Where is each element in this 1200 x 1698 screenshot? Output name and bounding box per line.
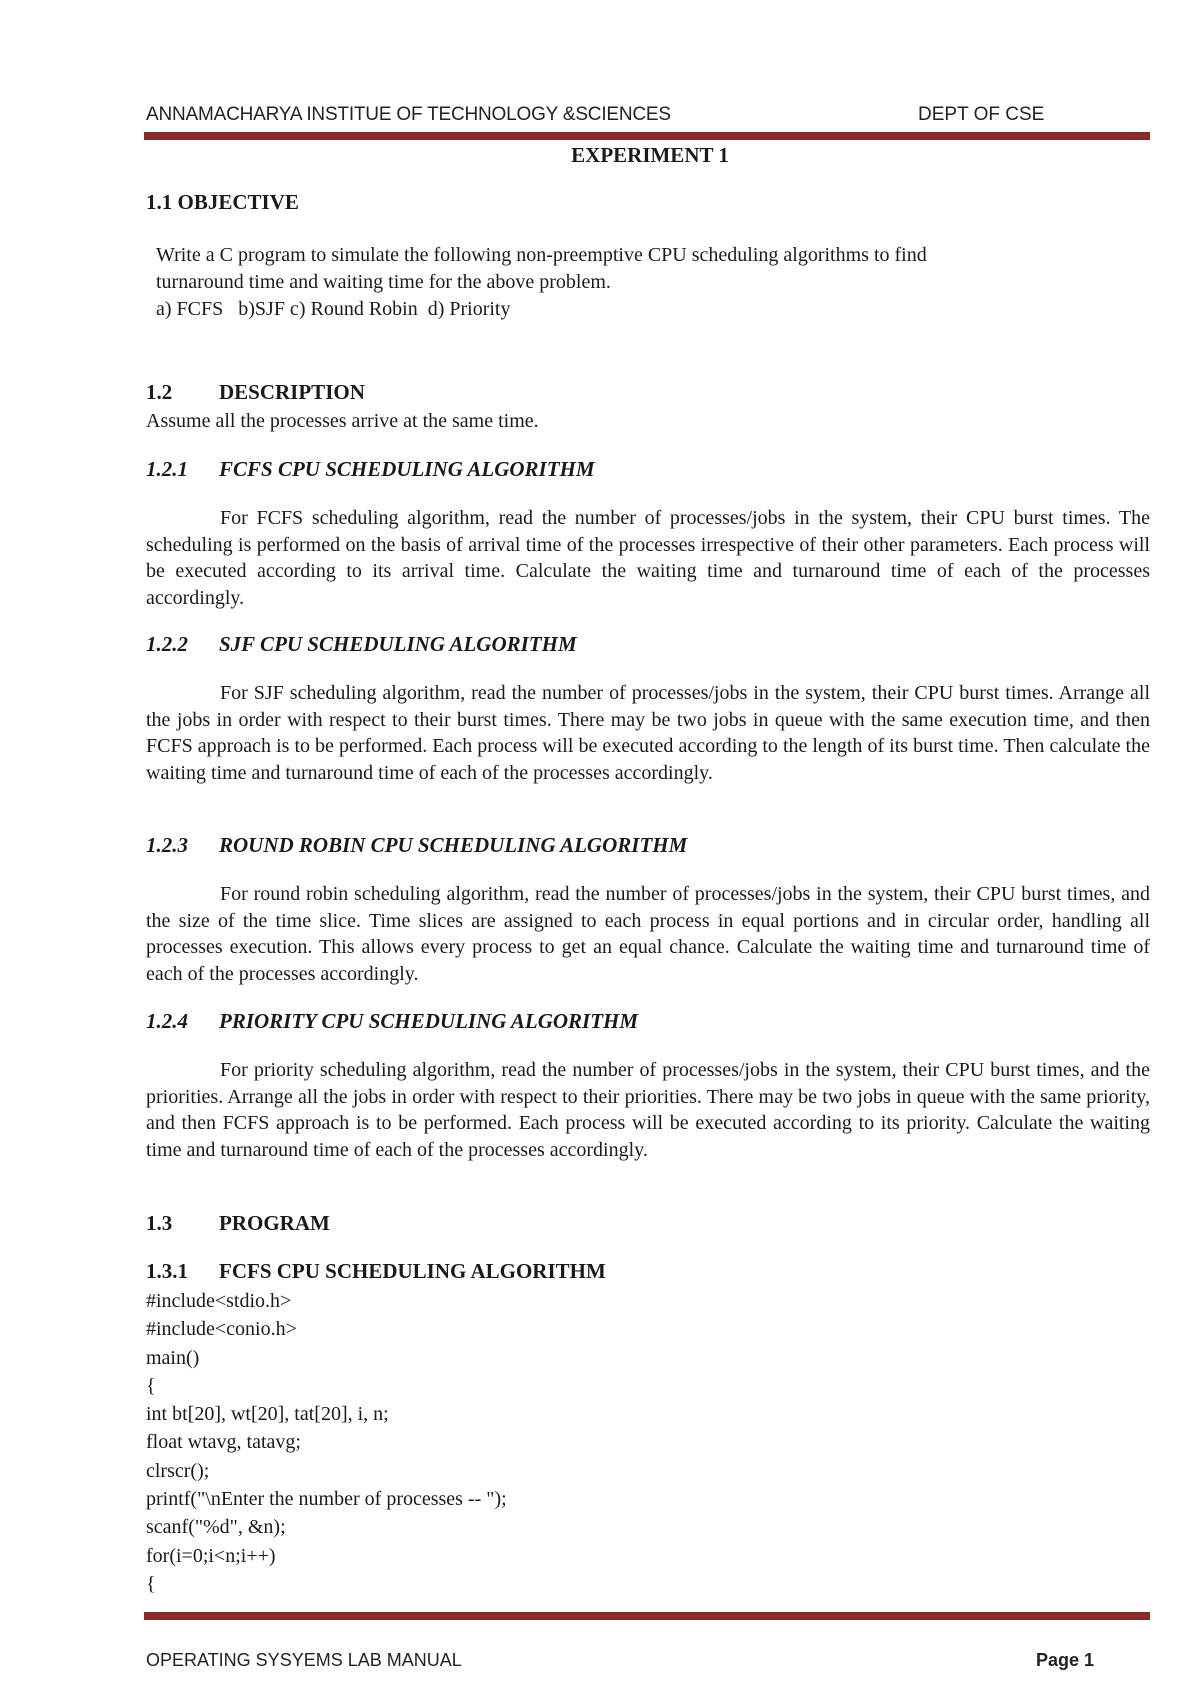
section-title: FCFS CPU SCHEDULING ALGORITHM (219, 457, 595, 481)
footer-rule (144, 1612, 1150, 1620)
section-paragraph (146, 881, 1150, 987)
section-paragraph (146, 680, 1150, 786)
section-number: 1.2.2 (146, 632, 188, 656)
code-line: #include<conio.h> (146, 1318, 297, 1341)
section-title: PROGRAM (219, 1211, 330, 1235)
paragraph-text: For FCFS scheduling algorithm, read the number of processes/jobs in the system, their CPU burst times. The scheduling is performed on the basis of arrival time of the processes irrespective of their other parameters. Each process will be executed according to its arrival time. Calculate the waiting time and turnaround time of each of the processes accordingly. (146, 507, 1150, 609)
objective-line: turnaround time and waiting time for the above problem. (156, 271, 611, 293)
paragraph-text: For priority scheduling algorithm, read the number of processes/jobs in the system, their CPU burst times, and the priorities. Arrange all the jobs in order with respect to their priorities. There may be two jobs in queue with the same priority, and then FCFS approach is to be performed. Each process will be executed according to its priority. Calculate the waiting time and turnaround time of each of the processes accordingly. (146, 1059, 1150, 1161)
description-heading (146, 380, 365, 405)
description-text: Assume all the processes arrive at the same time. (146, 410, 539, 432)
section-paragraph (146, 505, 1150, 611)
code-line: { (146, 1572, 156, 1595)
section-title: SJF CPU SCHEDULING ALGORITHM (219, 632, 577, 656)
paragraph-text: For round robin scheduling algorithm, read the number of processes/jobs in the system, their CPU burst times, and the size of the time slice. Time slices are assigned to each process in equal portions and in circular order, handling all processes execution. This allows every process to get an equal chance. Calculate the waiting time and turnaround time of each of the processes accordingly. (146, 883, 1150, 985)
section-title: DESCRIPTION (219, 380, 365, 404)
program-subheading (146, 1259, 606, 1284)
section-number: 1.2.1 (146, 457, 188, 481)
section-number: 1.3.1 (146, 1259, 188, 1283)
section-title: ROUND ROBIN CPU SCHEDULING ALGORITHM (219, 833, 688, 857)
objective-heading: 1.1 OBJECTIVE (146, 190, 299, 214)
code-line: #include<stdio.h> (146, 1290, 292, 1312)
code-line: { (146, 1374, 156, 1397)
code-line: int bt[20], wt[20], tat[20], i, n; (146, 1403, 389, 1426)
program-heading (146, 1211, 330, 1236)
header-dept: DEPT OF CSE (918, 104, 1045, 125)
section-heading (146, 632, 577, 657)
section-heading (146, 1009, 638, 1034)
section-title: FCFS CPU SCHEDULING ALGORITHM (219, 1259, 606, 1283)
section-number: 1.2.3 (146, 833, 188, 857)
code-listing (146, 1287, 507, 1598)
section-number: 1.3 (146, 1211, 173, 1235)
experiment-title: EXPERIMENT 1 (571, 143, 729, 167)
objective-text (156, 242, 1116, 323)
objective-line: a) FCFS b)SJF c) Round Robin d) Priority (156, 298, 511, 320)
code-line: scanf("%d", &n); (146, 1516, 286, 1539)
paragraph-text: For SJF scheduling algorithm, read the number of processes/jobs in the system, their CPU burst times. Arrange all the jobs in order with respect to their burst times. There may be two jobs in queue with the same execution time, and then FCFS approach is to be performed. Each process will be executed according to the length of its burst time. Then calculate the waiting time and turnaround time of each of the processes accordingly. (146, 682, 1150, 784)
code-line: printf("\nEnter the number of processes -- "); (146, 1488, 507, 1511)
page-number: Page 1 (1036, 1650, 1095, 1670)
code-line: clrscr(); (146, 1459, 210, 1482)
section-heading (146, 457, 595, 482)
section-paragraph (146, 1057, 1150, 1163)
code-line: for(i=0;i<n;i++) (146, 1544, 276, 1567)
section-heading (146, 833, 687, 858)
section-number: 1.2 (146, 380, 173, 404)
code-line: main() (146, 1346, 200, 1369)
header-rule (144, 132, 1150, 140)
section-number: 1.2.4 (146, 1009, 188, 1033)
objective-line: Write a C program to simulate the following non-preemptive CPU scheduling algorithms to find (156, 244, 927, 266)
footer-manual-title: OPERATING SYSYEMS LAB MANUAL (146, 1650, 462, 1670)
header-institute: ANNAMACHARYA INSTITUE OF TECHNOLOGY &SCIENCES (146, 104, 671, 125)
section-title: PRIORITY CPU SCHEDULING ALGORITHM (219, 1009, 639, 1033)
code-line: float wtavg, tatavg; (146, 1431, 301, 1454)
